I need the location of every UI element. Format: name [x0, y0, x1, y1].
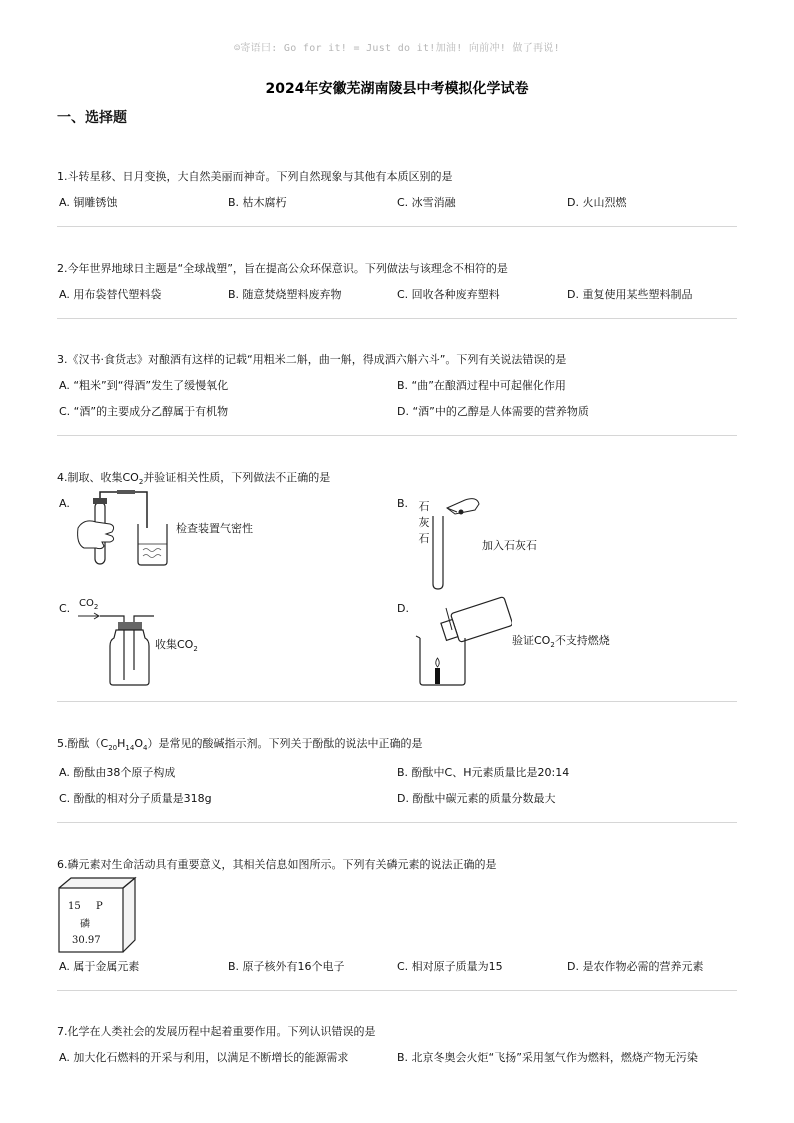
question-3-option-b[interactable]: B. “曲”在酿酒过程中可起催化作用: [397, 379, 566, 392]
figure-b-caption: 加入石灰石: [482, 539, 537, 552]
question-4-option-a[interactable]: A.: [59, 497, 70, 510]
figure-c-caption: 收集$CO_2$: [155, 638, 198, 654]
question-1-option-c[interactable]: C. 冰雪消融: [397, 196, 456, 209]
divider: [57, 701, 737, 702]
question-7-option-b[interactable]: B. 北京冬奥会火炬“飞扬”采用氢气作为燃料，燃烧产物无污染: [397, 1051, 698, 1064]
question-7-option-a[interactable]: A. 加大化石燃料的开采与利用，以满足不断增长的能源需求: [59, 1051, 349, 1064]
question-6-option-c[interactable]: C. 相对原子质量为15: [397, 960, 503, 973]
question-1-stem: 1.斗转星移、日月变换，大自然美丽而神奇。下列自然现象与其他有本质区别的是: [57, 170, 453, 183]
question-5-stem: 5.酚酞$(C_{20}H_{14}O_4)$是常见的酸碱指示剂。下列关于酚酞的说法中正确的是: [57, 737, 423, 753]
figure-b-side-text: 石 灰 石: [418, 500, 430, 545]
test-tube-figure: [425, 494, 485, 592]
question-5-option-c[interactable]: C. 酚酞的相对分子质量是318g: [59, 792, 212, 805]
question-7-stem: 7.化学在人类社会的发展历程中起着重要作用。下列认识错误的是: [57, 1025, 376, 1038]
element-name: 磷: [80, 919, 90, 930]
question-4-option-d[interactable]: D.: [397, 602, 409, 615]
question-2-option-c[interactable]: C. 回收各种废弃塑料: [397, 288, 500, 301]
question-1-option-a[interactable]: A. 铜雕锈蚀: [59, 196, 118, 209]
question-1-option-d[interactable]: D. 火山烈燃: [567, 196, 627, 209]
element-atomic-number: 15: [68, 901, 81, 912]
question-6-option-a[interactable]: A. 属于金属元素: [59, 960, 140, 973]
question-3-option-d[interactable]: D. “酒”中的乙醇是人体需要的营养物质: [397, 405, 589, 418]
question-4-option-b[interactable]: B.: [397, 497, 409, 510]
question-2-option-a[interactable]: A. 用布袋替代塑料袋: [59, 288, 162, 301]
question-2-option-d[interactable]: D. 重复使用某些塑料制品: [567, 288, 693, 301]
divider: [57, 318, 737, 319]
divider: [57, 990, 737, 991]
gas-collection-bottle-figure: [76, 608, 156, 686]
question-1-option-b[interactable]: B. 枯木腐朽: [228, 196, 287, 209]
divider: [57, 822, 737, 823]
airtightness-apparatus-figure: [72, 488, 182, 570]
element-symbol: P: [96, 901, 103, 912]
question-6-option-b[interactable]: B. 原子核外有16个电子: [228, 960, 345, 973]
question-6-stem: 6.磷元素对生命活动具有重要意义，其相关信息如图所示。下列有关磷元素的说法正确的是: [57, 858, 497, 871]
question-4-stem: 4.制取、收集$CO_2$并验证相关性质，下列做法不正确的是: [57, 471, 331, 487]
question-6-option-d[interactable]: D. 是农作物必需的营养元素: [567, 960, 704, 973]
question-5-option-a[interactable]: A. 酚酞由38个原子构成: [59, 766, 176, 779]
divider: [57, 435, 737, 436]
question-4-option-c[interactable]: C.: [59, 602, 71, 615]
divider: [57, 226, 737, 227]
figure-d-caption: 验证$CO_2$不支持燃烧: [512, 634, 610, 650]
page-title: 2024年安徽芜湖南陵县中考模拟化学试卷: [265, 81, 529, 97]
question-2-option-b[interactable]: B. 随意焚烧塑料废弃物: [228, 288, 342, 301]
question-3-option-c[interactable]: C. “酒”的主要成分乙醇属于有机物: [59, 405, 229, 418]
question-2-stem: 2.今年世界地球日主题是“全球战塑”，旨在提高公众环保意识。下列做法与该理念不相符的是: [57, 262, 508, 275]
element-atomic-mass: 30.97: [72, 935, 101, 946]
motto-watermark: ☺寄语曰: Go for it! = Just do it!加油! 向前冲! 做了再说!: [234, 43, 560, 54]
section-heading: 一、选择题: [57, 110, 127, 126]
figure-c-gas-label: $CO_2$: [79, 598, 99, 611]
figure-a-caption: 检查装置气密性: [176, 522, 253, 535]
question-3-option-a[interactable]: A. “粗米”到“得酒”发生了缓慢氧化: [59, 379, 229, 392]
question-3-stem: 3.《汉书·食货志》对酿酒有这样的记载“用粗米二斛，曲一斛，得成酒六斛六斗”。下列有关说法错误的是: [57, 353, 567, 366]
question-5-option-d[interactable]: D. 酚酞中碳元素的质量分数最大: [397, 792, 556, 805]
question-5-option-b[interactable]: B. 酚酞中C、H元素质量比是20:14: [397, 766, 570, 779]
candle-beaker-figure: [412, 596, 512, 688]
